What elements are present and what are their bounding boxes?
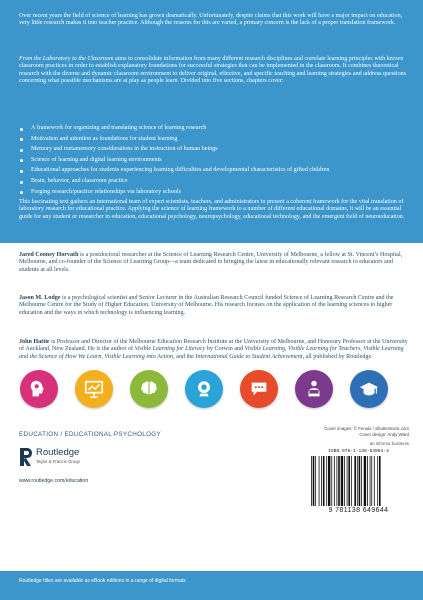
barcode-bar (377, 456, 378, 506)
bullet-icon (20, 170, 23, 173)
barcode-bar (331, 456, 332, 506)
list-item (19, 189, 399, 196)
book-title-italic: Visible Learning for Literacy (134, 346, 206, 353)
list-item (19, 136, 399, 143)
bullet-icon (20, 128, 23, 131)
book-title-italic: From the Laboratory to the Classroom (19, 56, 114, 62)
barcode-bar (351, 456, 352, 506)
author-bio-text: , and the (173, 353, 196, 360)
footer-strip (0, 571, 423, 600)
barcode-icon (310, 456, 407, 506)
barcode-bar (374, 456, 375, 506)
routledge-mark-icon (19, 447, 33, 467)
barcode-bar (357, 456, 358, 506)
head-gears-icon (20, 370, 58, 408)
author-bio-text: , all published by Routledge. (302, 353, 373, 360)
list-item (19, 178, 399, 185)
publisher-group: Taylor & Francis Group (36, 459, 80, 464)
bullet-icon (20, 149, 23, 152)
cover-design-credit: Cover design: Andy Ward (359, 432, 409, 437)
list-item-text: Brain, behavior, and classroom practice (31, 177, 128, 184)
barcode-bar (321, 456, 322, 506)
list-item-text: Educational approaches for students experiencing learning difficulties and developmental characteristics of gifted children (31, 167, 330, 174)
author-bio-text: is a psychological scientist and Senior Lecturer in the Australian Research Council funded Science of Learning Research Centre and the Melbourne Centre for the Study of Higher Education, University of Melbourne. His research focuses on the application of the learning sciences to higher education and the ways in which technology is influencing learning. (19, 295, 394, 316)
bullet-icon (20, 138, 23, 141)
barcode-bar (379, 456, 381, 506)
routledge-logo (19, 446, 119, 472)
brain-icon (130, 370, 168, 408)
barcode-bar (338, 456, 340, 506)
barcode-bar (313, 456, 315, 506)
ebook-note: Routledge titles are available as eBook editions in a range of digital formats (19, 578, 186, 584)
chat-bubble-icon (240, 370, 278, 408)
list-item-text: A framework for organizing and translating science of learning research (31, 125, 207, 131)
bullet-icon (20, 191, 23, 194)
barcode-bar (364, 456, 366, 506)
barcode-bar (367, 456, 368, 506)
publisher-url[interactable]: www.routledge.com/education (19, 478, 89, 484)
barcode-bar (328, 456, 330, 506)
list-item (19, 157, 399, 164)
bullet-icon (20, 181, 23, 184)
isbn-label: ISBN 978-1-138-64964-4 (328, 449, 389, 454)
barcode-bar (319, 456, 320, 506)
list-item-text: Forging research/practice relationships via laboratory schools (31, 188, 181, 195)
description-paragraph-2 (19, 56, 407, 86)
author-bio-text: by Corwin and (205, 346, 245, 353)
description-paragraph-2-text: aims to consolidate information from many different research disciplines and correlate learning principles with known classroom practices in order to establish explanatory foundations for successful strategies that can be implemented in the classroom. It combines theoretical research with the diverse and dynamic classroom environment to deliver original, effective, and specific teaching and learning strategies and address questions concerning what possible mechanisms are at play as people learn. Divided into five sections, chapters cover: (19, 56, 407, 85)
description-panel (0, 0, 423, 243)
barcode-bar (370, 456, 371, 506)
list-item-text: Memory and metamemory considerations in the instruction of human beings (31, 146, 218, 153)
barcode-bar (326, 456, 327, 506)
list-item-text: Science of learning and digital learning environments (31, 156, 162, 163)
barcode-bar (347, 456, 348, 506)
barcode-bar (341, 456, 343, 506)
webcam-icon (185, 370, 223, 408)
list-item (19, 125, 399, 132)
graduation-cap-icon (350, 370, 388, 408)
author-name: Jason M. Lodge (19, 295, 61, 301)
author-name: John Hattie (19, 339, 50, 345)
barcode-bar (311, 456, 312, 506)
barcode-digits: 9 781138 649644 (328, 507, 389, 514)
presentation-board-icon (75, 370, 113, 408)
barcode-bar (359, 456, 361, 506)
barcode-bar (361, 456, 362, 506)
barcode-bar (323, 456, 325, 506)
barcode-bar (344, 456, 345, 506)
reader-icon (295, 370, 333, 408)
barcode-bar (337, 456, 338, 506)
author-name: Jared Cooney Horvath (19, 252, 79, 258)
icon-row (0, 370, 423, 410)
barcode-bar (348, 456, 350, 506)
subject-category: EDUCATION / EDUCATIONAL PSYCHOLOGY (19, 431, 161, 438)
barcode-bar (354, 456, 356, 506)
author-bio-horvath (19, 252, 409, 274)
chapter-list (19, 125, 399, 199)
author-bio-text: is Professor and Director of the Melbourne Education Research Institute at the University of Melbourne, and Honorary Professor at the University of Auckland, New Zealand. He is the author of (19, 339, 408, 353)
barcode-bar (334, 456, 335, 506)
publisher-name: Routledge (36, 447, 80, 458)
cover-image-credit: Cover images: © Fenuki / Shutterstock.com (324, 426, 409, 431)
author-panel (0, 243, 423, 600)
isbn-barcode-block (306, 449, 411, 519)
book-title-italic: International Guide to Student Achievement (195, 353, 303, 360)
barcode-bar (371, 456, 372, 506)
author-bio-lodge (19, 295, 409, 317)
informa-label: an informa business (369, 441, 409, 446)
description-paragraph-3: This fascinating text gathers an international team of expert scientists, teachers, and administrators to present a coherent framework for the vital translation of laboratory research for educational practice. Applying the science of learning framework to a number of different educational domains, it will be an essential guide for any student or researcher in education, educational psychology, neuropsychology, educational technology, and the emergent field of neuroeducation. (19, 199, 405, 220)
list-item (19, 146, 399, 153)
barcode-bar (315, 456, 316, 506)
list-item (19, 167, 399, 174)
book-title-italic: Visible Learning, Visible Learning for Teachers, Visible Learning and the Science of How We Learn, Visible Learning into Action (19, 346, 404, 360)
list-item-text: Motivation and attention as foundations for student learning (31, 135, 178, 142)
author-bio-hattie (19, 339, 409, 361)
author-bio-text: is a postdoctoral researcher at the Science of Learning Research Centre, University of Melbourne, a fellow at St. Vincent’s Hospital, Melbourne, and co-founder of the Science of Learning Group—a team dedicated to bringing the latest in educationally relevant research to educators and students at all levels. (19, 252, 403, 273)
description-paragraph-1: Over recent years the field of science of learning has grown dramatically. Unfortunately, despite claims that this work will have a major impact on education, very little research makes it into teacher practice. Although the reasons for this are varied, a primary concern is the lack of a proper translation framework. (19, 13, 403, 27)
bullet-icon (20, 159, 23, 162)
